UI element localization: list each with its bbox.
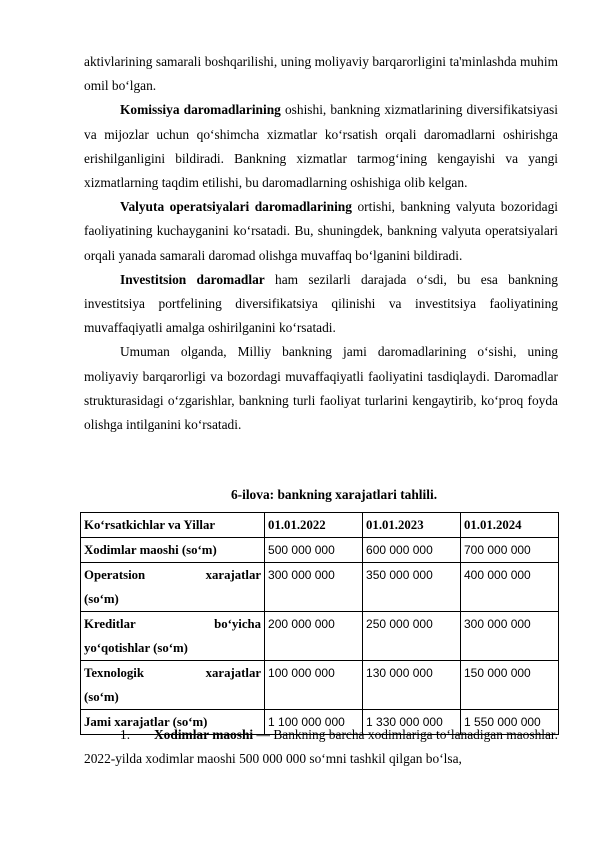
header-cell: 01.01.2022 — [265, 513, 363, 538]
body-text — [84, 50, 558, 437]
row-label-line2: (so‘m) — [84, 690, 119, 704]
table-cell: 300 000 000 — [265, 563, 363, 612]
row-label — [81, 563, 265, 612]
table-row — [81, 538, 559, 563]
row-label-line1: Operatsion xarajatlar — [84, 568, 262, 582]
paragraph-commission — [84, 98, 558, 195]
row-label-line2: yo‘qotishlar (so‘m) — [84, 641, 188, 655]
table-cell: 150 000 000 — [460, 661, 558, 710]
row-label — [81, 661, 265, 710]
table-cell: 1 550 000 000 — [460, 710, 558, 735]
paragraph-currency-text: ortishi, bankning valyuta bozoridagi faoliyatining kuchayganini ko‘rsatadi. Bu, shuningdek, bankning valyuta operatsiyalari orqali yanada samarali daromad olishga muvaffaq bo‘lganini bildiradi. — [84, 199, 558, 263]
table-cell: 130 000 000 — [363, 661, 461, 710]
table-header-row — [81, 513, 559, 538]
table-cell: 400 000 000 — [460, 563, 558, 612]
row-label — [81, 612, 265, 661]
table-row — [81, 612, 559, 661]
row-label-line1: Texnologik xarajatlar — [84, 666, 262, 680]
table-caption: 6-ilova: bankning xarajatlari tahlili. — [230, 487, 438, 502]
paragraph-currency — [84, 195, 558, 268]
table-cell: 500 000 000 — [265, 538, 363, 563]
table-cell: 1 100 000 000 — [265, 710, 363, 735]
row-label-line1: Kreditlar bo‘yicha — [84, 617, 262, 631]
term-currency: Valyuta operatsiyalari daromadlarining — [120, 199, 352, 215]
table-cell: 100 000 000 — [265, 661, 363, 710]
row-label: Jami xarajatlar (so‘m) — [81, 710, 265, 735]
header-cell: 01.01.2024 — [460, 513, 558, 538]
table-row — [81, 661, 559, 710]
table-row — [81, 563, 559, 612]
table-cell: 700 000 000 — [460, 538, 558, 563]
term-investment: Investitsion daromadlar — [120, 271, 265, 287]
row-label-line2: (so‘m) — [84, 592, 119, 606]
list-number: 1. — [120, 727, 131, 742]
term-commission: Komissiya daromadlarining — [120, 102, 281, 118]
paragraph-summary: Umuman olganda, Milliy bankning jami daromadlarining o‘sishi, uning moliyaviy barqarorligi va bozordagi muvaffaqiyatli faoliyatini tasdiqlaydi. Daromadlar strukturasidagi o‘zgarishlar, bankning turli faoliyat turlarini kengaytirib, ko‘proq foyda olishga intilganini ko‘rsatadi. — [84, 344, 558, 433]
table-cell: 600 000 000 — [363, 538, 461, 563]
paragraph-0: aktivlarining samarali boshqarilishi, uning moliyaviy barqarorligini ta'minlashda muhim omil bo‘lgan. — [84, 54, 558, 94]
term-salaries: Xodimlar maoshi — [154, 727, 254, 742]
row-label: Xodimlar maoshi (so‘m) — [81, 538, 265, 563]
table-cell: 250 000 000 — [363, 612, 461, 661]
table-cell: 300 000 000 — [460, 612, 558, 661]
list-item-1 — [84, 723, 558, 771]
list-item-text: — Bankning barcha xodimlariga to‘lanadigan maoshlar. 2022-yilda xodimlar maoshi 500 000 000 so‘mni tashkil qilgan bo‘lsa, — [84, 727, 559, 767]
paragraph-investment-text: ham sezilarli darajada o‘sdi, bu esa bankning investitsiya portfelining diversifikatsiya qilinishi va investitsiya faoliyatining muvaffaqiyatli amalga oshirilganini ko‘rsatadi. — [84, 271, 559, 336]
header-cell: 01.01.2023 — [363, 513, 461, 538]
header-cell: Ko‘rsatkichlar va Yillar — [81, 513, 265, 538]
table-cell: 350 000 000 — [363, 563, 461, 612]
paragraph-commission-text: oshishi, bankning xizmatlarining diversifikatsiyasi va mijozlar uchun qo‘shimcha xizmatlar ko‘rsatish orqali daromadlarni oshirishga erishilganligini bildiradi. Bankning xizmatlar tarmog‘ining kengayishi va yangi xizmatlarning taqdim etilishi, bu daromadlarning oshishiga olib kelgan. — [84, 102, 558, 191]
expenses-table — [80, 512, 559, 735]
table-cell: 1 330 000 000 — [363, 710, 461, 735]
table-cell: 200 000 000 — [265, 612, 363, 661]
paragraph-investment — [84, 268, 558, 341]
